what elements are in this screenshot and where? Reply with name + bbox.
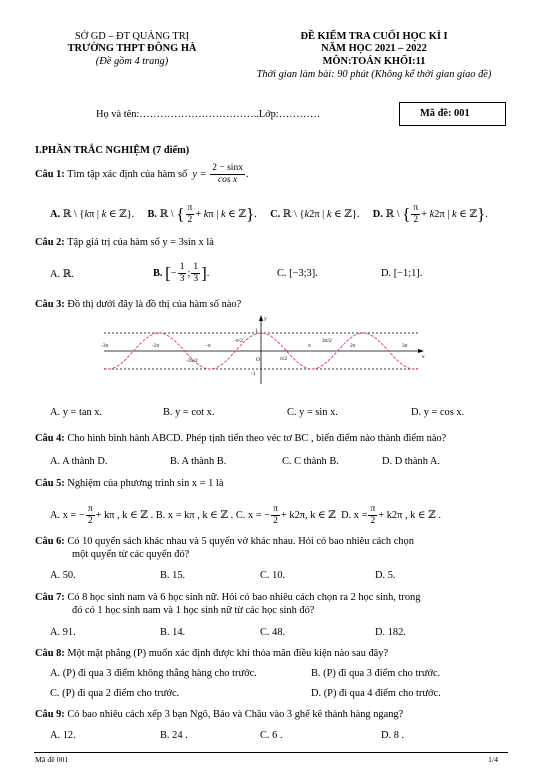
question-6-line-2: một quyển từ các quyển đó? <box>72 549 190 560</box>
q8-option-a: A. (P) đi qua 3 điểm không thẳng hàng cho trước. <box>50 668 257 679</box>
tick-neg-3pi: -3π <box>101 343 109 349</box>
subject-line: MÔN:TOÁN KHỐI:11 <box>322 56 426 67</box>
exam-title: ĐỀ KIỂM TRA CUỐI HỌC KÌ I <box>300 31 448 42</box>
school-year: NĂM HỌC 2021 – 2022 <box>321 43 427 54</box>
question-7-line-2: đó có 1 học sinh nam và 1 học sinh nữ từ các học sinh đó? <box>72 605 315 616</box>
q2-option-d: D. [−1;1]. <box>381 268 423 279</box>
question-8 <box>35 648 388 659</box>
q2-option-c: C. [−3;3]. <box>277 268 318 279</box>
q3-option-b: B. y = cot x. <box>163 407 215 418</box>
function-fraction <box>210 163 245 186</box>
tick-pi-2: π/2 <box>280 356 288 362</box>
exam-code-box <box>399 102 506 126</box>
tick-neg-3pi-2: -3π/2 <box>186 358 198 364</box>
fraction-denominator: cos x <box>217 175 238 185</box>
q6-option-c: C. 10. <box>260 570 286 581</box>
q2-option-b: B. [− $\frac{1}{3}$ ; $\frac{1}{3}$ ]. <box>153 262 210 284</box>
question-label: Câu 3: <box>35 299 65 310</box>
page-count: (Đề gồm 4 trang) <box>95 56 169 67</box>
q4-option-d: D. D thành A. <box>382 456 441 467</box>
tick-2pi: 2π <box>350 343 356 349</box>
tick-pi: π <box>308 343 311 349</box>
question-text: Có 10 quyển sách khác nhau và 5 quyển vở khác nhau. Hỏi có bao nhiêu cách chọn <box>67 536 414 547</box>
y-axis-arrow-icon <box>259 315 263 321</box>
question-2 <box>35 237 214 248</box>
q5-option-a-post: + kπ , k ∈ ℤ . <box>95 509 154 521</box>
q6-option-a: A. 50. <box>50 570 76 581</box>
q5-option-c-post: + k2π, k ∈ ℤ <box>280 509 336 521</box>
q7-option-c: C. 48. <box>260 627 286 638</box>
question-label: Câu 1: <box>35 168 65 180</box>
q9-option-b: B. 24 . <box>160 730 188 741</box>
question-text: Nghiệm của phương trình sin x = 1 là <box>67 478 224 489</box>
footer-divider <box>34 752 508 753</box>
dept-name: SỞ GD – ĐT QUẢNG TRỊ <box>74 31 190 42</box>
question-label: Câu 6: <box>35 536 65 547</box>
question-label: Câu 2: <box>35 237 65 248</box>
question-text: Có 8 học sinh nam và 6 học sinh nữ. Hỏi có bao nhiêu cách chọn ra 2 học sinh, trong <box>67 592 421 603</box>
q7-option-b: B. 14. <box>160 627 186 638</box>
q5-option-b: B. x = kπ , k ∈ ℤ . <box>155 509 234 521</box>
q5-option-a-pre: A. x = − <box>50 509 85 521</box>
q9-option-c: C. 6 . <box>260 730 283 741</box>
exam-code: Mã đề: 001 <box>420 108 470 119</box>
option-b-label: B. <box>153 267 163 279</box>
question-7 <box>35 592 420 603</box>
question-text: Một mặt phẳng (P) muốn xác định được khi thỏa mãn điều kiện nào sau đây? <box>67 648 389 659</box>
school-name: TRƯỜNG THPT ĐÔNG HÀ <box>67 43 197 54</box>
q3-option-d: D. y = cos x. <box>411 407 465 418</box>
q2-option-a: A. ℝ. <box>50 269 74 280</box>
fraction-numerator: 2 − sinx <box>212 163 243 173</box>
q7-option-d: D. 182. <box>375 627 406 638</box>
q8-option-d: D. (P) đi qua 4 điểm cho trước. <box>311 688 441 699</box>
q8-option-b: B. (P) đi qua 3 điểm cho trước. <box>311 668 441 679</box>
q4-option-b: B. A thành B. <box>170 456 227 467</box>
question-label: Câu 7: <box>35 592 65 603</box>
section-title: I.PHẦN TRẮC NGHIỆM (7 điểm) <box>35 145 190 156</box>
question-text: Đồ thị dưới đây là đồ thị của hàm số nào? <box>67 299 242 310</box>
x-axis-arrow-icon <box>418 349 424 353</box>
y-axis-label: y <box>264 316 267 322</box>
time-line: Thời gian làm bài: 90 phút (Không kể thời gian giao đề) <box>256 69 492 80</box>
q3-option-a: A. y = tan x. <box>50 407 103 418</box>
question-1: Câu 1: Tìm tập xác định của hàm số y = $\frac{2 - \sin x}{\text{cos x}}$ . <box>35 163 249 185</box>
question-text: Có bao nhiêu cách xếp 3 bạn Ngô, Bảo và Châu vào 3 ghế kê thành hàng ngang? <box>67 709 404 720</box>
q4-option-c: C. C thành B. <box>282 456 339 467</box>
tick-neg-pi-2: -π/2 <box>234 338 243 344</box>
y-tick-one: 1 <box>255 328 258 334</box>
question-label: Câu 8: <box>35 648 65 659</box>
tick-neg-pi: -π <box>206 343 211 349</box>
question-label: Câu 5: <box>35 478 65 489</box>
footer-page-number: 1/4 <box>488 755 498 764</box>
question-9 <box>35 709 403 720</box>
question-6 <box>35 536 414 547</box>
option-c-label: C. <box>270 208 281 220</box>
q9-option-d: D. 8 . <box>381 730 405 741</box>
tick-3pi-2: 3π/2 <box>322 338 332 344</box>
q4-option-a: A. A thành D. <box>50 456 108 467</box>
tick-3pi: 3π <box>402 343 408 349</box>
q6-option-b: B. 15. <box>160 570 186 581</box>
option-d-label: D. <box>372 208 383 220</box>
question-text: Cho hình bình hành ABCD. Phép tịnh tiến theo véc tơ BC , biến điểm nào thành điểm nào? <box>67 433 447 444</box>
option-a-label: A. <box>50 208 61 220</box>
option-b-label: B. <box>147 208 158 220</box>
q7-option-a: A. 91. <box>50 627 76 638</box>
question-3 <box>35 299 241 310</box>
question-label: Câu 9: <box>35 709 65 720</box>
question-4 <box>35 433 446 444</box>
q8-option-c: C. (P) đi qua 2 điểm cho trước. <box>50 688 180 699</box>
q5-option-d-pre: D. x = <box>341 509 368 521</box>
q5-option-c-pre: C. x = − <box>235 509 271 521</box>
q6-option-d: D. 5. <box>375 570 396 581</box>
question-label: Câu 4: <box>35 433 65 444</box>
tick-origin: O <box>256 357 260 363</box>
y-tick-minus-one: -1 <box>251 371 256 377</box>
question-5 <box>35 478 223 489</box>
footer-code: Mã đề 001 <box>35 755 69 764</box>
question-text: Tập giá trị của hàm số y = 3sin x là <box>67 237 214 248</box>
tick-neg-2pi: -2π <box>152 343 160 349</box>
q1-options: A. ℝ \ {kπ | k ∈ ℤ}. B. ℝ \ { $\frac{\pi}{2}$ + kπ | k ∈ ℤ}. C. ℝ \ {k2π | k ∈ ℤ}. D. ℝ \ { $\frac{\pi}{2}$ + k2π | k ∈ ℤ}. <box>50 203 488 225</box>
q9-option-a: A. 12. <box>50 730 76 741</box>
x-axis-label: x <box>422 354 425 360</box>
student-name-line: Họ và tên:……………………………..Lớp:………… <box>96 109 321 120</box>
question-text: Tìm tập xác định của hàm số <box>67 168 188 180</box>
q3-option-c: C. y = sin x. <box>287 407 338 418</box>
q5-options: A. x = − $\frac{\pi}{2}$ + kπ , k ∈ ℤ . B. x = kπ , k ∈ ℤ . C. x = − $\frac{\pi}{2}$ + k2π, k ∈ ℤ D. x = $\frac{\pi}{2}$ + k2π , k ∈ ℤ . <box>50 504 441 526</box>
q5-option-d-post: + k2π , k ∈ ℤ . <box>378 509 441 521</box>
cos-graph <box>86 312 436 392</box>
